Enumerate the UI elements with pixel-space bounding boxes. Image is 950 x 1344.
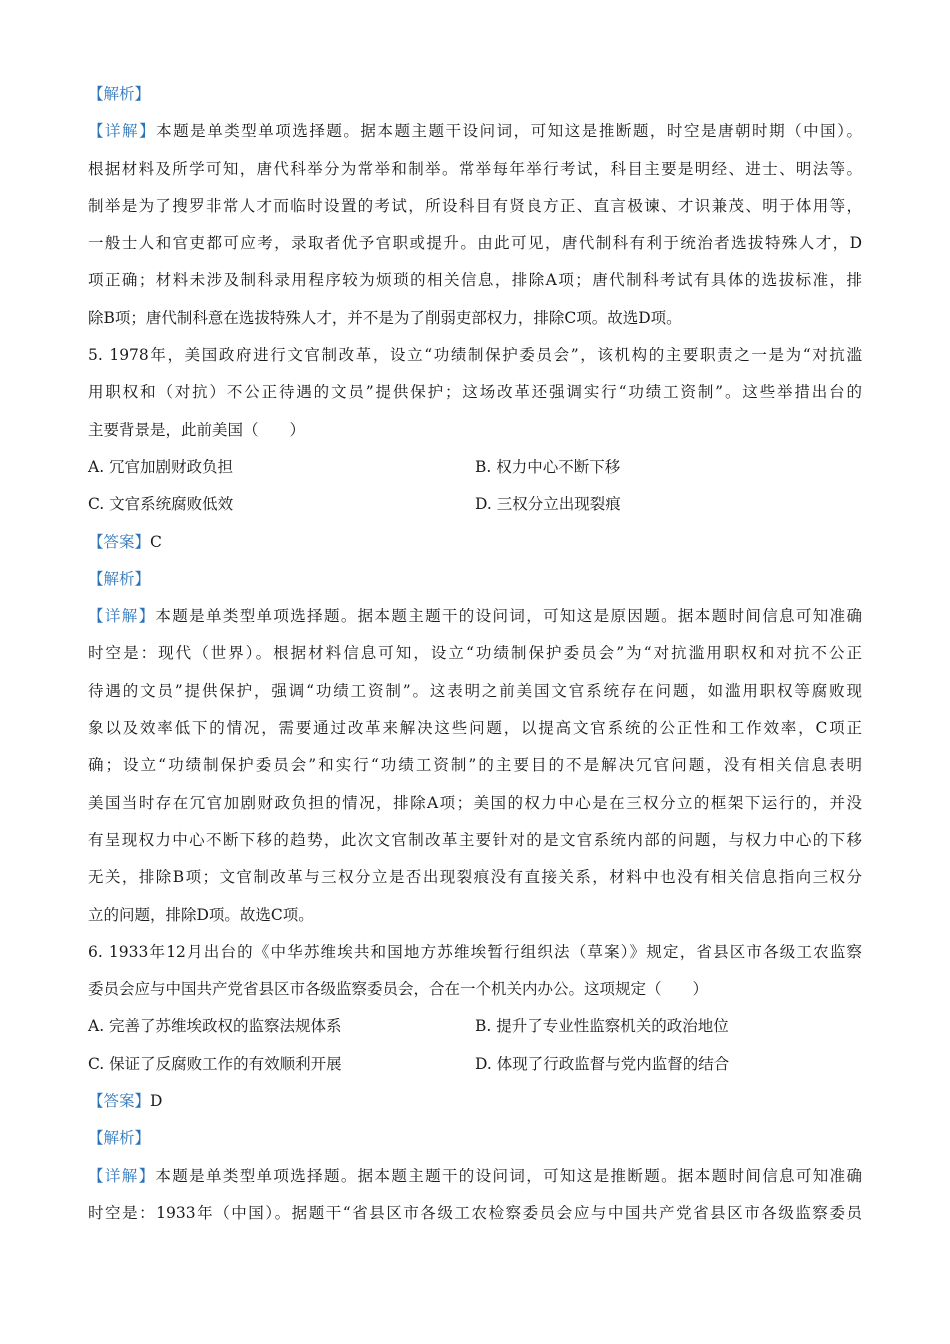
- detail-text: 本题是单类型单项选择题。据本题主题干的设问词，可知这是推断题。据本题时间信息可知准确: [155, 1166, 862, 1185]
- detail-line: [88, 598, 862, 635]
- option-c: C. 文官系统腐败低效: [88, 495, 234, 514]
- detail-line: [88, 113, 862, 150]
- detail-line: 美国当时存在冗官加剧财政负担的情况，排除A项；美国的权力中心是在三权分立的框架下运行的，并没: [88, 793, 862, 812]
- analysis-heading: [88, 76, 862, 113]
- answer-line: [88, 1083, 862, 1120]
- option-d: D. 体现了行政监督与党内监督的结合: [475, 1054, 730, 1073]
- analysis-tag: 【解析】: [88, 569, 151, 588]
- detail-line: 象以及效率低下的情况，需要通过改革来解决这些问题，以提高文官系统的公正性和工作效率，C项正: [88, 719, 862, 738]
- analysis-tag: 【解析】: [88, 85, 151, 103]
- option-b: B. 权力中心不断下移: [475, 457, 621, 476]
- detail-line: 待遇的文员”提供保护，强调“功绩工资制”。这表明之前美国文官系统存在问题，如滥用职权等腐败现: [88, 681, 862, 700]
- question-5-stem: 5. 1978年，美国政府进行文官制改革，设立“功绩制保护委员会”，该机构的主要职责之一是为“对抗滥: [88, 346, 862, 365]
- analysis-heading: [88, 561, 862, 598]
- option-d: D. 三权分立出现裂痕: [475, 495, 621, 514]
- answer-line: [88, 524, 862, 561]
- detail-line: 项正确；材料未涉及制科录用程序较为烦琐的相关信息，排除A项；唐代制科考试有具体的选拔标准，排: [88, 271, 862, 290]
- detail-line: 确；设立“功绩制保护委员会”和实行“功绩工资制”的主要目的不是解决冗官问题，没有相关信息表明: [88, 756, 862, 775]
- question-6-options-row: [88, 1008, 862, 1045]
- detail-line: 除B项；唐代制科意在选拔特殊人才，并不是为了削弱吏部权力，排除C项。故选D项。: [88, 308, 682, 327]
- question-5-options-row: [88, 449, 862, 486]
- detail-line: 时空是：现代（世界）。根据材料信息可知，设立“功绩制保护委员会”为“对抗滥用职权和对抗不公正: [88, 644, 862, 663]
- detail-text: 本题是单类型单项选择题。据本题主题干的设问词，可知这是原因题。据本题时间信息可知准确: [155, 607, 862, 626]
- document-page: [88, 76, 862, 1232]
- detail-tag: 【详解】: [88, 1166, 156, 1185]
- answer-tag: 【答案】: [88, 532, 151, 551]
- option-b: B. 提升了专业性监察机关的政治地位: [475, 1017, 729, 1036]
- question-6-options-row: [88, 1046, 862, 1083]
- detail-tag: 【详解】: [88, 607, 156, 626]
- question-5-options-row: [88, 486, 862, 523]
- question-5-stem: 主要背景是，此前美国（ ）: [88, 420, 306, 439]
- analysis-heading: [88, 1120, 862, 1157]
- question-5-stem: 用职权和（对抗）不公正待遇的文员”提供保护；这场改革还强调实行“功绩工资制”。这些举措出台的: [88, 383, 862, 402]
- question-6-stem: 6. 1933年12月出台的《中华苏维埃共和国地方苏维埃暂行组织法（草案）》规定，省县区市各级工农监察: [88, 942, 862, 961]
- detail-tag: 【详解】: [88, 122, 157, 141]
- detail-line: 立的问题，排除D项。故选C项。: [88, 905, 314, 924]
- option-a: A. 冗官加剧财政负担: [88, 457, 234, 476]
- option-c: C. 保证了反腐败工作的有效顺利开展: [88, 1054, 342, 1073]
- detail-line: 根据材料及所学可知，唐代科举分为常举和制举。常举每年举行考试，科目主要是明经、进士、明法等。: [88, 159, 862, 178]
- analysis-tag: 【解析】: [88, 1129, 151, 1148]
- detail-line: 无关，排除B项；文官制改革与三权分立是否出现裂痕没有直接关系，材料中也没有相关信息指向三权分: [88, 868, 862, 887]
- detail-text: 本题是单类型单项选择题。据本题主题干设问词，可知这是推断题，时空是唐朝时期（中国）。: [156, 122, 862, 141]
- detail-line: 时空是：1933年（中国）。据题干“省县区市各级工农检察委员会应与中国共产党省县区市各级监察委员: [88, 1203, 862, 1222]
- detail-line: 有呈现权力中心不断下移的趋势，此次文官制改革主要针对的是文官系统内部的问题，与权力中心的下移: [88, 830, 862, 849]
- detail-line: [88, 1158, 862, 1195]
- answer-value: D: [150, 1092, 163, 1111]
- question-6-stem: 委员会应与中国共产党省县区市各级监察委员会，合在一个机关内办公。这项规定（ ）: [88, 980, 709, 999]
- answer-value: C: [150, 532, 162, 551]
- answer-tag: 【答案】: [88, 1092, 151, 1111]
- detail-line: 一般士人和官吏都可应考，录取者优予官职或提升。由此可见，唐代制科有利于统治者选拔特殊人才，D: [88, 234, 862, 253]
- detail-line: 制举是为了搜罗非常人才而临时设置的考试，所设科目有贤良方正、直言极谏、才识兼茂、明于体用等，: [88, 196, 862, 215]
- option-a: A. 完善了苏维埃政权的监察法规体系: [88, 1017, 342, 1036]
